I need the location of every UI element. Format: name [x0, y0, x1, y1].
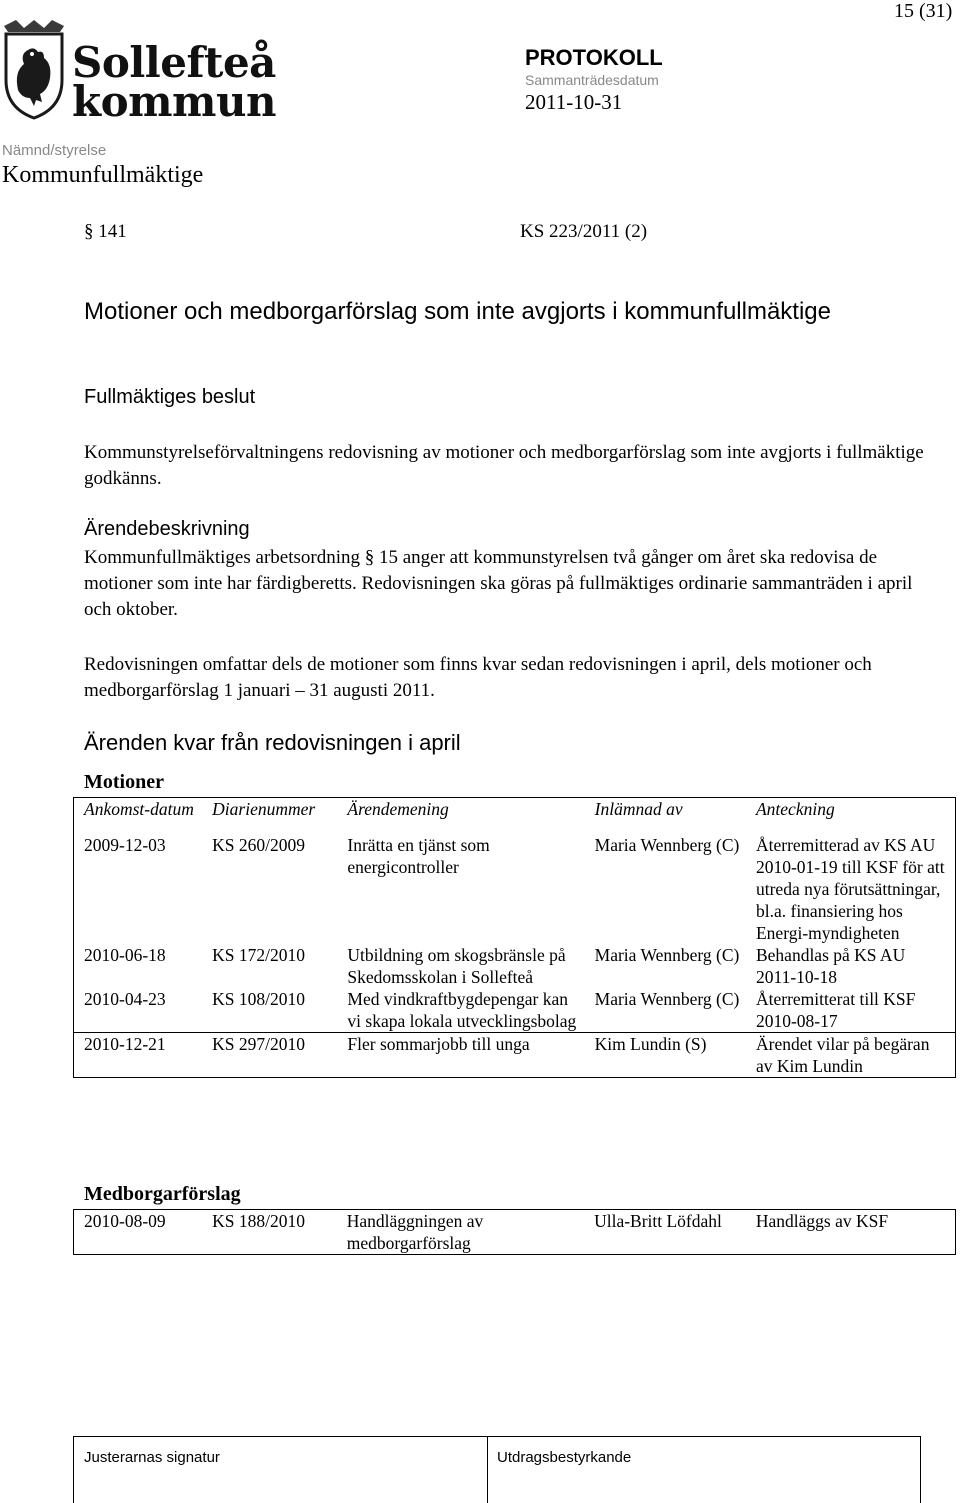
- table-cell: Ärendet vilar på begäran av Kim Lundin: [746, 1033, 956, 1078]
- motions-table-body: [74, 798, 956, 1078]
- table-cell: Med vindkraftbygdepengar kan vi skapa lokala utvecklingsbolag: [347, 989, 577, 1031]
- table-cell: Maria Wennberg (C): [594, 835, 740, 855]
- table-cell: KS 108/2010: [212, 989, 306, 1009]
- header-cell: Inlämnad av: [594, 799, 683, 819]
- citizen-proposals-table: [73, 1209, 956, 1255]
- table-cell: Återremitterad av KS AU 2010-01-19 till KSF för att utreda nya förutsättningar, bl.a. finansiering hos Energi-myndigheten: [755, 835, 945, 943]
- table-row: [74, 1033, 956, 1078]
- table-cell: KS 260/2009: [212, 835, 306, 855]
- table-cell: 2010-06-18: [84, 945, 166, 965]
- description-heading: Ärendebeskrivning: [84, 518, 250, 540]
- certification-label: Utdragsbestyrkande: [497, 1449, 632, 1466]
- case-reference: [84, 219, 924, 245]
- decision-heading: Fullmäktiges beslut: [84, 386, 256, 408]
- diary-number: KS 223/2011 (2): [520, 221, 648, 242]
- table-cell: Maria Wennberg (C): [594, 945, 740, 965]
- board-label: Nämnd/styrelse: [2, 142, 107, 159]
- remaining-heading: Ärenden kvar från redovisningen i april: [84, 730, 461, 755]
- header-cell: Anteckning: [755, 799, 835, 819]
- citizen-proposals-table-body: [74, 1210, 956, 1255]
- table-row: [74, 988, 956, 1033]
- table-cell: Behandlas på KS AU 2011-10-18: [755, 945, 906, 987]
- table-cell: Kim Lundin (S): [585, 1033, 746, 1078]
- table-row: [74, 1210, 956, 1255]
- signature-label: Justerarnas signatur: [84, 1449, 220, 1466]
- table-row: [74, 944, 956, 988]
- table-cell: Maria Wennberg (C): [594, 989, 740, 1009]
- signature-footer: [73, 1436, 921, 1503]
- signature-cell: [74, 1437, 488, 1503]
- certification-cell: [487, 1437, 920, 1503]
- table-cell: 2010-04-23: [84, 989, 166, 1009]
- report-scope-text: Redovisningen omfattar dels de motioner som finns kvar sedan redovisningen i april, dels motioner och medborgarförslag 1 januari – 31 augusti 2011.: [84, 654, 872, 701]
- case-title: Motioner och medborgarförslag som inte avgjorts i kommunfullmäktige: [84, 298, 831, 325]
- board-name: Kommunfullmäktige: [2, 162, 204, 188]
- citizen-proposals-heading: Medborgarförslag: [84, 1183, 241, 1205]
- table-cell: 2010-08-09: [84, 1211, 166, 1231]
- table-cell: Återremitterat till KSF 2010-08-17: [755, 989, 916, 1031]
- table-cell: Fler sommarjobb till unga: [337, 1033, 584, 1078]
- table-cell: Inrätta en tjänst som energicontroller: [347, 835, 490, 877]
- coat-of-arms-icon: [0, 20, 68, 120]
- municipality-logo: [0, 20, 277, 126]
- motions-table: [73, 797, 956, 1078]
- table-cell: KS 188/2010: [212, 1211, 305, 1231]
- logo-line-2: kommun: [72, 77, 277, 126]
- table-cell: KS 297/2010: [202, 1033, 337, 1078]
- page-number: 15 (31): [894, 0, 953, 22]
- header-cell: Diarienummer: [212, 799, 316, 819]
- table-cell: 2010-12-21: [74, 1033, 203, 1078]
- table-row: [74, 820, 956, 944]
- document-type: PROTOKOLL: [525, 45, 663, 70]
- date-label: Sammanträdesdatum: [525, 72, 659, 88]
- meeting-date: 2011-10-31: [525, 90, 623, 114]
- logo-line-1: Sollefteå: [72, 38, 276, 87]
- table-cell: Handläggningen av medborgarförslag: [346, 1211, 484, 1253]
- motions-heading: Motioner: [84, 771, 164, 793]
- table-cell: Ulla-Britt Löfdahl: [594, 1211, 722, 1231]
- paragraph-number: § 141: [84, 221, 127, 242]
- decision-text: Kommunstyrelseförvaltningens redovisning av motioner och medborgarförslag som inte avgjorts i fullmäktige godkänns.: [84, 442, 924, 489]
- table-cell: Handläggs av KSF: [755, 1211, 889, 1231]
- table-cell: 2009-12-03: [84, 835, 166, 855]
- description-text: Kommunfullmäktiges arbetsordning § 15 anger att kommunstyrelsen två gånger om året ska redovisa de motioner som inte har färdigberetts. Redovisningen ska göras på fullmäktiges ordinarie sammanträden i april och oktober.: [84, 547, 913, 620]
- table-cell: KS 172/2010: [212, 945, 306, 965]
- header-cell: Ärendemening: [347, 799, 449, 819]
- header-cell: Ankomst-datum: [84, 799, 194, 819]
- table-cell: Utbildning om skogsbränsle på Skedomsskolan i Sollefteå: [347, 945, 566, 987]
- table-header-row: [74, 798, 956, 821]
